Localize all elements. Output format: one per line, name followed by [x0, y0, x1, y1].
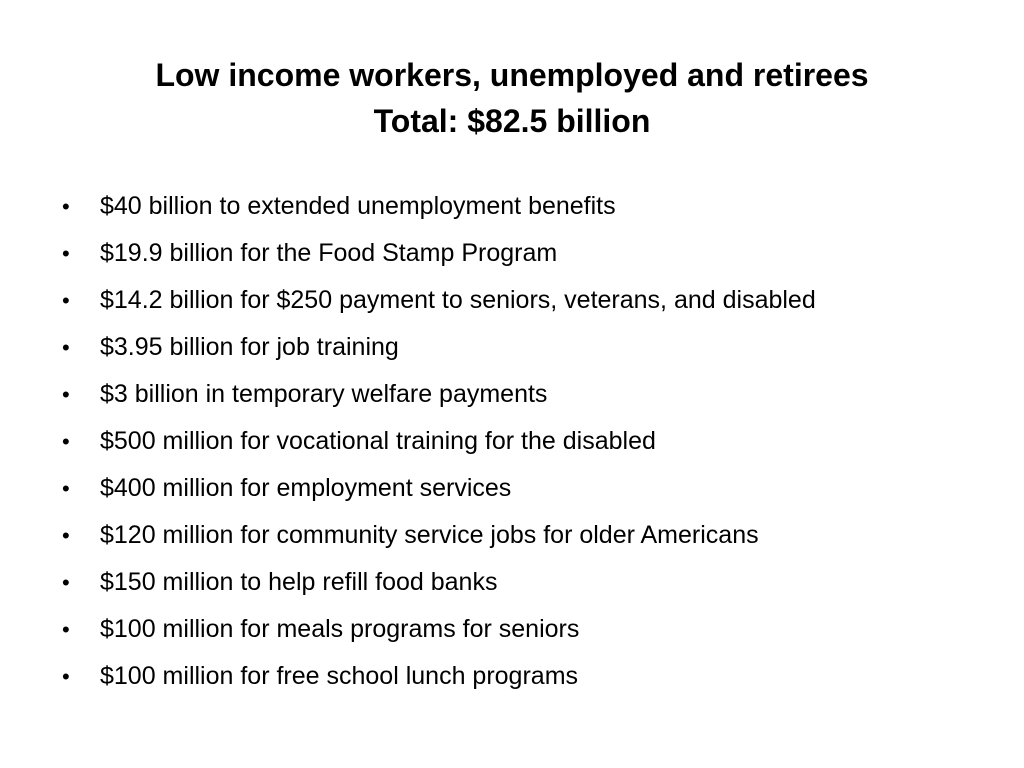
- bullet-dot-icon: •: [62, 288, 70, 313]
- bullet-item: [62, 371, 1002, 418]
- bullet-dot-icon: •: [62, 570, 70, 595]
- bullet-item: [62, 653, 1002, 700]
- bullet-text: $14.2 billion for $250 payment to seniors, veterans, and disabled: [100, 286, 816, 314]
- bullet-text: $400 million for employment services: [100, 474, 512, 502]
- bullet-text: $3.95 billion for job training: [100, 333, 399, 361]
- bullet-dot-icon: •: [62, 476, 70, 501]
- bullet-item: [62, 183, 1002, 230]
- bullet-text: $120 million for community service jobs for older Americans: [100, 521, 759, 549]
- bullet-text: $19.9 billion for the Food Stamp Program: [100, 239, 558, 267]
- bullet-dot-icon: •: [62, 429, 70, 454]
- bullet-item: [62, 230, 1002, 277]
- bullet-dot-icon: •: [62, 335, 70, 360]
- bullet-text: $100 million for free school lunch programs: [100, 662, 579, 690]
- title-line-1: Low income workers, unemployed and retirees: [155, 57, 869, 93]
- bullet-item: [62, 277, 1002, 324]
- bullet-item: [62, 512, 1002, 559]
- bullet-dot-icon: •: [62, 523, 70, 548]
- bullet-item: [62, 465, 1002, 512]
- bullet-dot-icon: •: [62, 382, 70, 407]
- bullet-dot-icon: •: [62, 617, 70, 642]
- bullet-text: $500 million for vocational training for the disabled: [100, 427, 656, 455]
- bullet-dot-icon: •: [62, 194, 70, 219]
- slide-title: [0, 52, 1024, 144]
- bullet-dot-icon: •: [62, 241, 70, 266]
- bullet-text: $150 million to help refill food banks: [100, 568, 498, 596]
- bullet-dot-icon: •: [62, 664, 70, 689]
- bullet-list: [62, 183, 1002, 700]
- title-line-2: Total: $82.5 billion: [373, 103, 651, 139]
- bullet-text: $3 billion in temporary welfare payments: [100, 380, 548, 408]
- bullet-item: [62, 606, 1002, 653]
- bullet-item: [62, 324, 1002, 371]
- bullet-item: [62, 418, 1002, 465]
- bullet-text: $40 billion to extended unemployment benefits: [100, 192, 616, 220]
- bullet-text: $100 million for meals programs for seniors: [100, 615, 580, 643]
- bullet-item: [62, 559, 1002, 606]
